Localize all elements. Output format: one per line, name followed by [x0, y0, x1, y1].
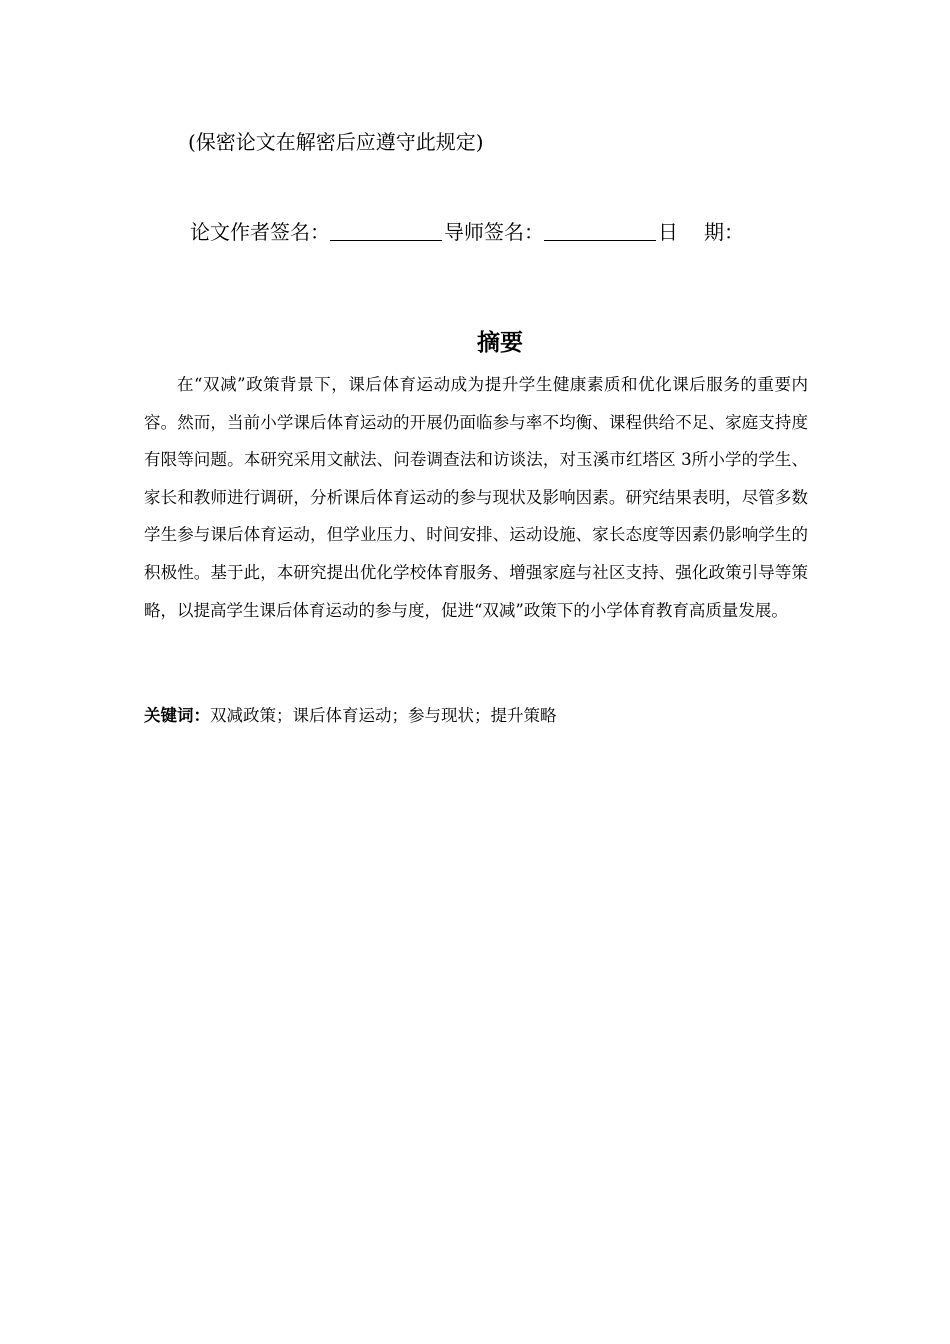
signature-line [190, 216, 744, 246]
keywords-line [144, 702, 557, 730]
author-signature-label: 论文作者签名： [190, 220, 330, 244]
advisor-signature-label: 导师签名： [444, 220, 544, 244]
keywords-label: 关键词： [144, 706, 210, 725]
date-label-part2: 期： [704, 220, 744, 244]
date-label-part1: 日 [658, 220, 678, 244]
keywords-text: 双减政策；课后体育运动；参与现状；提升策略 [210, 706, 557, 725]
abstract-title: 摘要 [477, 330, 523, 356]
author-signature-blank [330, 218, 442, 241]
confidential-note: (保密论文在解密后应遵守此规定) [188, 130, 484, 154]
advisor-signature-blank [544, 218, 656, 241]
abstract-body: 在“双减”政策背景下，课后体育运动成为提升学生健康素质和优化课后服务的重要内容。然而，当前小学课后体育运动的开展仍面临参与率不均衡、课程供给不足、家庭支持度有限等问题。本研究采用文献法、问卷调查法和访谈法，对玉溪市红塔区 3所小学的学生、家长和教师进行调研，分析课后体育运动的参与现状及影响因素。研究结果表明，尽管多数学生参与课后体育运动，但学业压力、时间安排、运动设施、家长态度等因素仍影响学生的积极性。基于此，本研究提出优化学校体育服务、增强家庭与社区支持、强化政策引导等策略，以提高学生课后体育运动的参与度，促进“双减”政策下的小学体育教育高质量发展。 [144, 375, 808, 620]
